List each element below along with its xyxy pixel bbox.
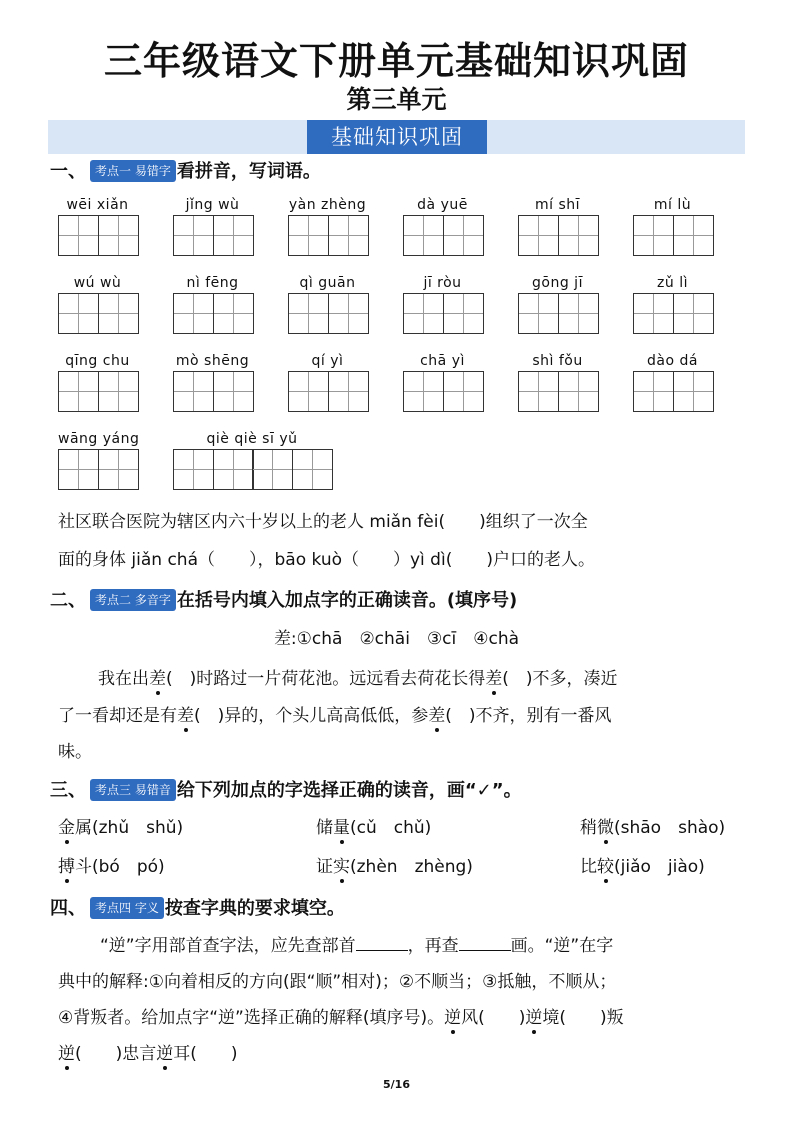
q1-paragraph-line1: 社区联合医院为辖区内六十岁以上的老人 miǎn fèi( )组织了一次全 — [58, 512, 588, 532]
pinyin-label: mò shēng — [175, 353, 250, 369]
writing-box[interactable] — [288, 215, 329, 256]
dotted-char: 差 — [485, 664, 502, 689]
pinyin-label: qì guān — [299, 275, 356, 291]
writing-box[interactable] — [58, 371, 99, 412]
q4-number: 四、 — [50, 898, 86, 919]
writing-box[interactable] — [288, 371, 329, 412]
pinyin-label: mí shī — [534, 197, 581, 213]
pinyin-choices[interactable]: (zhǔ shǔ) — [92, 818, 184, 838]
writing-box[interactable] — [98, 371, 139, 412]
q3-tag: 考点三 易错音 — [90, 779, 176, 801]
answer-blank[interactable] — [459, 936, 511, 951]
writing-box[interactable] — [558, 293, 599, 334]
pinyin-label: wēi xiǎn — [66, 197, 129, 213]
dotted-char: 较 — [597, 852, 614, 877]
pinyin-label: dào dá — [647, 353, 698, 369]
q3-item: 比较(jiǎo jiào) — [580, 852, 705, 877]
q4-line1: “逆”字用部首查字法，应先查部首 ，再查 画。“逆”在字 — [100, 936, 614, 956]
q1-number: 一、 — [50, 161, 86, 182]
pinyin-choices[interactable]: (jiǎo jiào) — [614, 857, 705, 877]
pinyin-group — [58, 429, 139, 490]
q2-line1: 我在出差( )时路过一片荷花池。远远看去荷花长得差( )不多，凑近 — [98, 664, 618, 689]
pinyin-label: nì fēng — [186, 275, 239, 291]
pinyin-label: yàn zhèng — [288, 197, 367, 213]
writing-box[interactable] — [328, 371, 369, 412]
writing-box[interactable] — [673, 215, 714, 256]
q3-item: 储量(cǔ chǔ) — [316, 813, 431, 838]
pinyin-label: qí yì — [311, 353, 344, 369]
writing-box[interactable] — [252, 449, 293, 490]
pinyin-group — [58, 273, 137, 334]
writing-box[interactable] — [173, 449, 214, 490]
pinyin-group — [288, 195, 367, 256]
dotted-char: 逆 — [156, 1039, 173, 1064]
q3-item: 搏斗(bó pó) — [58, 852, 165, 877]
q2-line3: 味。 — [58, 742, 92, 762]
q2-instruction: 在括号内填入加点字的正确读音。(填序号) — [176, 590, 518, 611]
writing-box[interactable] — [403, 371, 444, 412]
pinyin-label: jī ròu — [423, 275, 462, 291]
writing-box[interactable] — [58, 293, 99, 334]
writing-box[interactable] — [213, 293, 254, 334]
writing-box[interactable] — [58, 449, 99, 490]
page-number: 5/16 — [383, 1078, 410, 1091]
writing-box[interactable] — [558, 215, 599, 256]
q1-instruction: 看拼音，写词语。 — [176, 161, 321, 182]
pinyin-group — [173, 429, 331, 490]
q3-item: 金属(zhǔ shǔ) — [58, 813, 183, 838]
q1-heading — [50, 158, 321, 186]
pinyin-choices[interactable]: (cǔ chǔ) — [350, 818, 432, 838]
writing-box[interactable] — [633, 215, 674, 256]
dotted-char: 逆 — [525, 1003, 542, 1028]
pinyin-label: wú wù — [73, 275, 122, 291]
writing-box[interactable] — [518, 371, 559, 412]
writing-box[interactable] — [98, 449, 139, 490]
writing-box[interactable] — [403, 293, 444, 334]
pinyin-label: mí lù — [653, 197, 692, 213]
q4-instruction: 按查字典的要求填空。 — [164, 898, 345, 919]
q2-heading — [50, 587, 517, 615]
writing-box[interactable] — [288, 293, 329, 334]
pinyin-group — [58, 351, 137, 412]
pinyin-group — [633, 351, 712, 412]
writing-box[interactable] — [213, 371, 254, 412]
pinyin-choices[interactable]: (zhèn zhèng) — [350, 857, 473, 877]
writing-box[interactable] — [58, 215, 99, 256]
q3-item: 稍微(shāo shào) — [580, 813, 725, 838]
pinyin-group — [518, 351, 597, 412]
writing-box[interactable] — [673, 293, 714, 334]
writing-box[interactable] — [98, 215, 139, 256]
pinyin-group — [518, 195, 597, 256]
pinyin-choices[interactable]: (shāo shào) — [614, 818, 726, 838]
writing-box[interactable] — [173, 293, 214, 334]
q2-number: 二、 — [50, 590, 86, 611]
pinyin-label: qīng chu — [65, 353, 130, 369]
q4-heading — [50, 895, 345, 923]
pinyin-group — [58, 195, 137, 256]
writing-box[interactable] — [328, 215, 369, 256]
q3-item: 证实(zhèn zhèng) — [316, 852, 473, 877]
writing-box[interactable] — [443, 293, 484, 334]
writing-box[interactable] — [443, 371, 484, 412]
writing-box[interactable] — [328, 293, 369, 334]
pinyin-group — [403, 273, 482, 334]
pinyin-label: wāng yáng — [58, 431, 140, 447]
pinyin-label: chā yì — [420, 353, 465, 369]
dotted-char: 逆 — [58, 1039, 75, 1064]
pinyin-group — [288, 273, 367, 334]
dotted-char: 搏 — [58, 852, 75, 877]
writing-box[interactable] — [213, 449, 254, 490]
writing-box[interactable] — [98, 293, 139, 334]
dotted-char: 差 — [177, 701, 194, 726]
unit-subtitle: 第三单元 — [346, 85, 447, 114]
pinyin-group — [173, 195, 252, 256]
q2-line2: 了一看却还是有差( )异的，个头儿高高低低，参差( )不齐，别有一番风 — [58, 701, 612, 726]
q3-number: 三、 — [50, 780, 86, 801]
writing-box[interactable] — [558, 371, 599, 412]
q2-tag: 考点二 多音字 — [90, 589, 176, 611]
q4-line2: 典中的解释:①向着相反的方向(跟“顺”相对)；②不顺当；③抵触，不顺从； — [58, 972, 617, 992]
page-title: 三年级语文下册单元基础知识巩固 — [103, 39, 689, 83]
pinyin-label: dà yuē — [417, 197, 468, 213]
pinyin-label: shì fǒu — [532, 353, 583, 369]
dotted-char: 微 — [597, 813, 614, 838]
pinyin-group — [173, 273, 252, 334]
pinyin-group — [173, 351, 252, 412]
pinyin-label: qiè qiè sī yǔ — [206, 431, 298, 447]
writing-box[interactable] — [518, 293, 559, 334]
writing-box[interactable] — [633, 293, 674, 334]
pinyin-label: gōng jī — [532, 275, 583, 291]
pinyin-label: jǐng wù — [185, 197, 240, 213]
dotted-char: 逆 — [444, 1003, 461, 1028]
writing-box[interactable] — [673, 371, 714, 412]
q3-heading — [50, 777, 522, 805]
writing-box[interactable] — [633, 371, 674, 412]
pinyin-choices[interactable]: (bó pó) — [92, 857, 165, 877]
q3-instruction: 给下列加点的字选择正确的读音，画“✓”。 — [176, 780, 522, 801]
dotted-char: 量 — [333, 813, 350, 838]
dotted-char: 金 — [58, 813, 75, 838]
writing-box[interactable] — [518, 215, 559, 256]
writing-box[interactable] — [173, 215, 214, 256]
pinyin-group — [403, 195, 482, 256]
writing-box[interactable] — [443, 215, 484, 256]
pinyin-group — [288, 351, 367, 412]
writing-box[interactable] — [292, 449, 333, 490]
q4-line3: ④背叛者。给加点字“逆”选择正确的解释(填序号)。逆风( )逆境( )叛 — [58, 1003, 624, 1028]
writing-box[interactable] — [173, 371, 214, 412]
writing-box[interactable] — [403, 215, 444, 256]
pinyin-group — [633, 195, 712, 256]
dotted-char: 差 — [149, 664, 166, 689]
q4-tag: 考点四 字义 — [90, 897, 164, 919]
answer-blank[interactable] — [356, 936, 408, 951]
q4-line4: 逆( )忠言逆耳( ) — [58, 1039, 238, 1064]
dotted-char: 差 — [428, 701, 445, 726]
dotted-char: 实 — [333, 852, 350, 877]
pinyin-group — [403, 351, 482, 412]
pinyin-group — [633, 273, 712, 334]
section-banner-label: 基础知识巩固 — [307, 120, 487, 154]
q1-paragraph-line2: 面的身体 jiǎn chá（ ），bāo kuò（ ）yì dì( )户口的老人。 — [58, 550, 595, 570]
pinyin-group — [518, 273, 597, 334]
q2-options: 差:①chā ②chāi ③cī ④chà — [273, 629, 520, 649]
pinyin-label: zǔ lì — [657, 275, 688, 291]
writing-box[interactable] — [213, 215, 254, 256]
q1-tag: 考点一 易错字 — [90, 160, 176, 182]
